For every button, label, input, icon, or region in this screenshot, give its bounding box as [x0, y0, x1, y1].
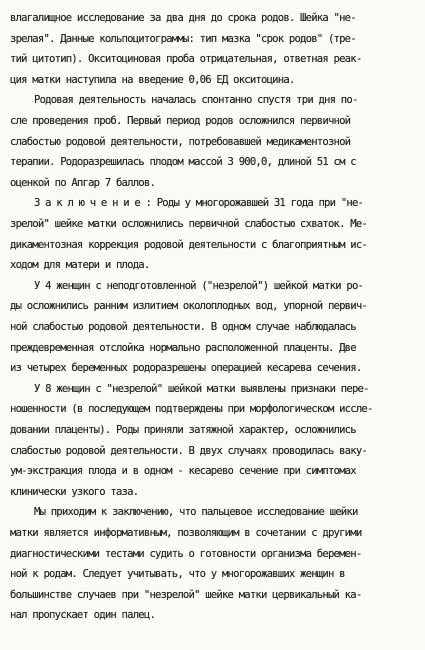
text-line: слабостью родовой деятельности. В двух случаях проводилась ваку- [10, 444, 367, 457]
text-line: ной слабостью родовой деятельности. В одном случае наблюдалась [10, 321, 356, 333]
text-line: ум-экстракция плода и в одном - кесарево сечение при симптомах [10, 465, 356, 478]
text-line: ходом для матери и плода. [10, 259, 150, 272]
text-line: нал пропускает один палец. [10, 609, 156, 622]
text-line: ной к родам. Следует учитывать, что у многорожавших женщин в [10, 568, 345, 581]
text-line: ношенности (в последующем подтверждены при морфологическом иссле- [10, 403, 373, 416]
text-line: дикаментозная коррекция родовой деятельности с благоприятным ис- [10, 238, 367, 251]
text-line: клинически узкого таза. [10, 485, 139, 498]
text-line: из четырех беременных родоразрешены операцией кесарева сечения. [10, 362, 362, 375]
text-line: влагалищное исследование за два дня до срока родов. Шейка "не- [10, 12, 356, 24]
text-line: Родовая деятельность началась спонтанно спустя три дня по- [34, 94, 358, 107]
text-line: Мы приходим к заключению, что пальцевое исследование шейки [34, 506, 358, 519]
text-line: оценкой по Апгар 7 баллов. [10, 176, 156, 189]
text-line: ция матки наступила на введение 0,06 ЕД окситоцина. [10, 73, 295, 86]
text-line: сле проведения проб. Первый период родов осложнился первичной [10, 115, 351, 127]
text-line: преждевременная отслойка нормально расположенной плаценты. Две [10, 341, 356, 354]
text-line: тий цитотип). Окситоциновая проба отрицательная, ответная реак- [10, 53, 362, 66]
text-line: большинстве случаев при "незрелой" шейке матки цервикальный ка- [10, 588, 362, 601]
text-line: терапии. Родоразрешилась плодом массой 3 900,0, длиной 51 см с [10, 156, 356, 169]
text-line: слабостью родовой деятельности, потребовавшей медикаментозной [10, 135, 351, 148]
text-line: зрелая". Данные кольпоцитограммы: тип мазка "срок родов" (тре- [10, 32, 356, 45]
text-line: матки является информативным, позволяющим в сочетании с другими [10, 527, 362, 539]
text-line: У 8 женщин с "незрелой" шейкой матки выявлены признаки пере- [34, 382, 369, 395]
text-line: У 4 женщин с неподготовленной ("незрелой") шейкой матки ро- [34, 279, 364, 292]
text-line: ды осложнились ранним излитием околоплодных вод, упорной первич- [10, 300, 367, 313]
text-line: диагностическими тестами судить о готовности организма беремен- [10, 547, 362, 560]
text-line: зрелой" шейке матки осложнились первичной слабостью схваток. Ме- [10, 218, 367, 230]
text-line: довании плаценты). Роды приняли затяжной характер, осложнились [10, 424, 356, 436]
text-line: З а к л ю ч е н и е : Роды у многорожавшей 31 года при "не- [34, 197, 364, 210]
